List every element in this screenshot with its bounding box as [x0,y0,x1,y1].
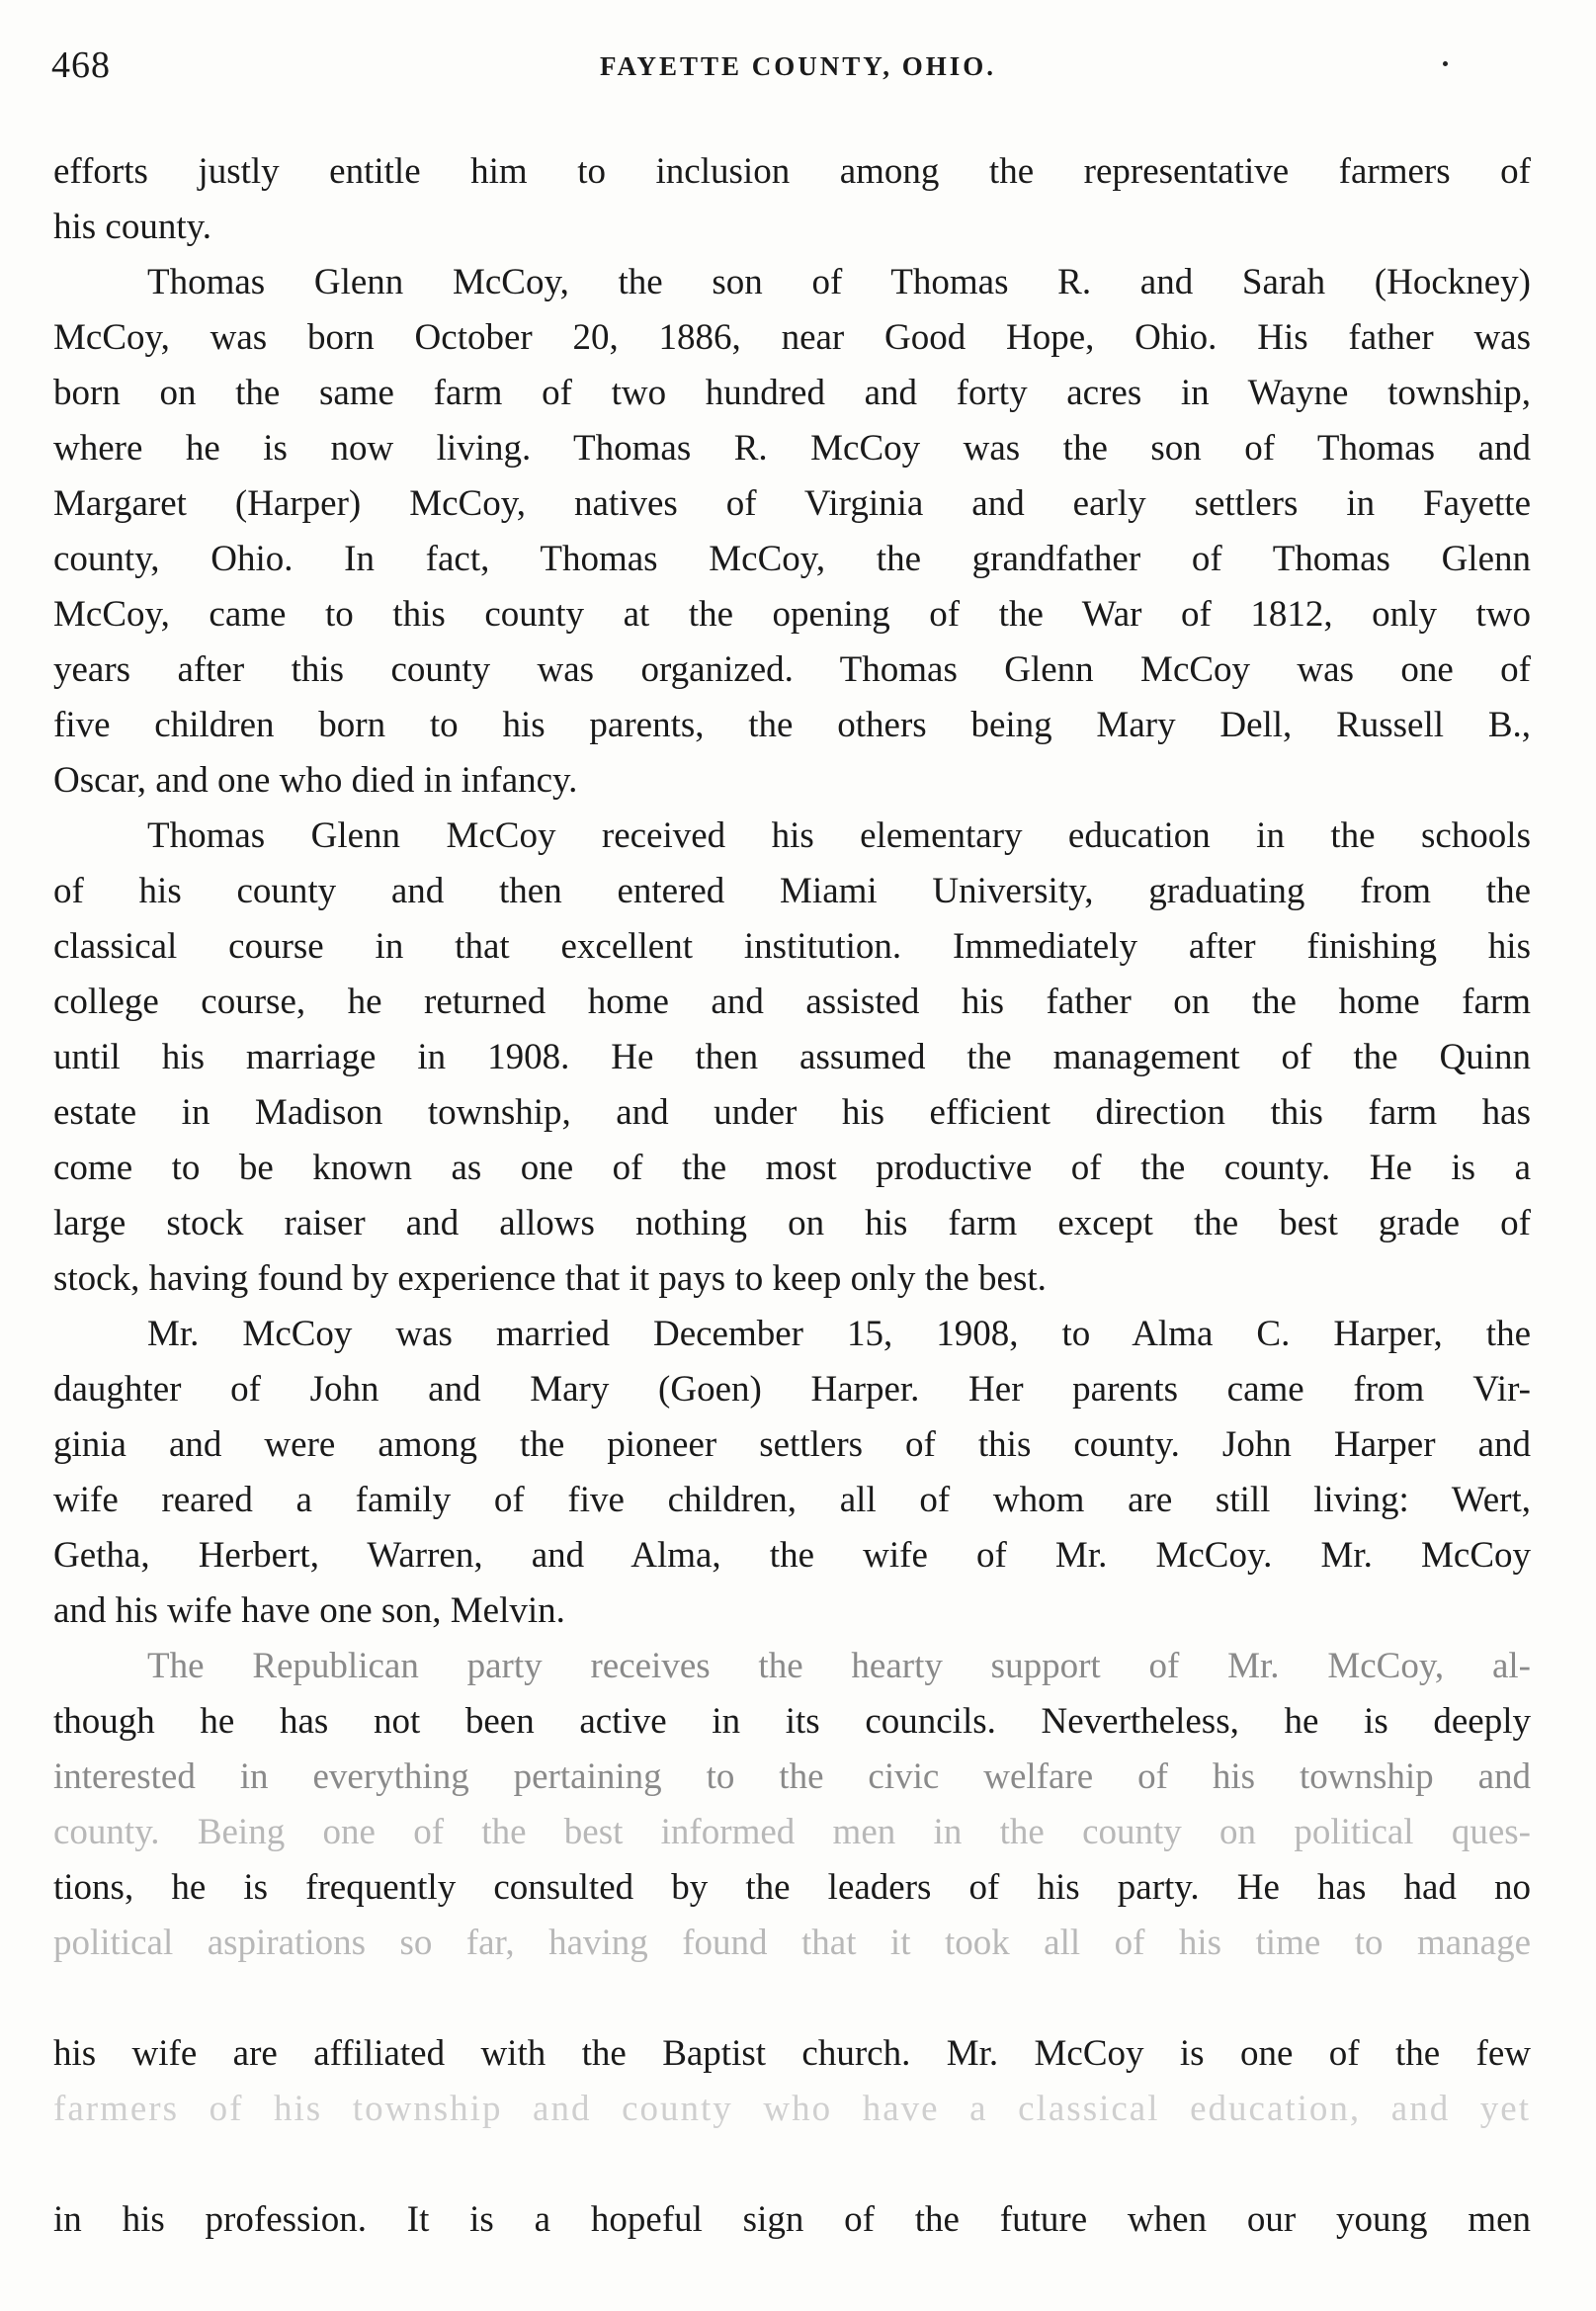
paragraph-start-line: The Republican party receives the hearty support of Mr. McCoy, al- [147,1646,1531,1686]
paragraph-start-line: Thomas Glenn McCoy received his elementary education in the schools [147,815,1531,856]
paragraph-start-line: Mr. McCoy was married December 15, 1908, to Alma C. Harper, the [147,1314,1531,1354]
text-line: interested in everything pertaining to the civic welfare of his township and [53,1756,1531,1797]
text-line: his county. [53,207,211,247]
text-line: come to be known as one of the most productive of the county. He is a [53,1148,1531,1188]
text-line: classical course in that excellent institution. Immediately after finishing his [53,926,1531,967]
text-line: wife reared a family of five children, all of whom are still living: Wert, [53,1480,1531,1520]
text-line: efforts justly entitle him to inclusion among the representative farmers of [53,151,1531,192]
text-line: tions, he is frequently consulted by the leaders of his party. He has had no [53,1867,1531,1908]
text-line: political aspirations so far, having found that it took all of his time to manage [53,1923,1531,1963]
text-line: ginia and were among the pioneer settlers of this county. John Harper and [53,1424,1531,1465]
print-speck [1443,61,1448,66]
text-line: Margaret (Harper) McCoy, natives of Virginia and early settlers in Fayette [53,483,1531,524]
text-line: until his marriage in 1908. He then assumed the management of the Quinn [53,1037,1531,1077]
text-line: large stock raiser and allows nothing on his farm except the best grade of [53,1203,1531,1243]
text-line: estate in Madison township, and under his efficient direction this farm has [53,1092,1531,1133]
text-line: Getha, Herbert, Warren, and Alma, the wife of Mr. McCoy. Mr. McCoy [53,1535,1531,1576]
text-line: his wife are affiliated with the Baptist church. Mr. McCoy is one of the few [53,2033,1531,2074]
text-line: five children born to his parents, the others being Mary Dell, Russell B., [53,705,1531,745]
text-line: years after this county was organized. Thomas Glenn McCoy was one of [53,649,1531,690]
text-line: college course, he returned home and assisted his father on the home farm [53,982,1531,1022]
text-line: county. Being one of the best informed men in the county on political ques- [53,1812,1531,1852]
text-line: farmers of his township and county who have a classical education, and yet [53,2089,1531,2129]
text-line: McCoy, came to this county at the opening of the War of 1812, only two [53,594,1531,635]
text-line: county, Ohio. In fact, Thomas McCoy, the grandfather of Thomas Glenn [53,539,1531,579]
text-line: stock, having found by experience that it pays to keep only the best. [53,1258,1047,1299]
text-line: though he has not been active in its councils. Nevertheless, he is deeply [53,1701,1531,1742]
running-head: FAYETTE COUNTY, OHIO. [599,51,997,81]
text-line: McCoy, was born October 20, 1886, near Good Hope, Ohio. His father was [53,317,1531,358]
page-number: 468 [51,44,111,86]
illegible-line [53,2137,1531,2192]
text-line: daughter of John and Mary (Goen) Harper. Her parents came from Vir- [53,1369,1531,1410]
text-line: Oscar, and one who died in infancy. [53,760,578,801]
illegible-line [53,1971,1531,2026]
body-text [53,144,1531,2248]
paragraph-start-line: Thomas Glenn McCoy, the son of Thomas R. and Sarah (Hockney) [147,262,1531,302]
text-line: of his county and then entered Miami University, graduating from the [53,871,1531,911]
text-line: in his profession. It is a hopeful sign of the future when our young men [53,2199,1531,2240]
text-line: and his wife have one son, Melvin. [53,1590,565,1631]
text-line: born on the same farm of two hundred and forty acres in Wayne township, [53,373,1531,413]
text-line: where he is now living. Thomas R. McCoy was the son of Thomas and [53,428,1531,469]
